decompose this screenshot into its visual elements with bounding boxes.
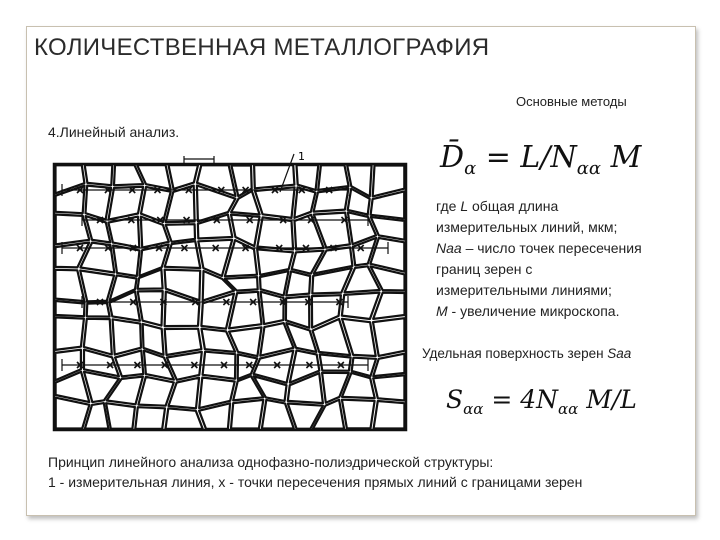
grain [84, 372, 119, 402]
formula-legend: где L общая длина измерительных линий, мкм; Nаа – число точек пересечения границ зерен с измерительными линиями; M - увеличение микроскопа. [436, 198, 642, 319]
grain [373, 375, 404, 400]
grain [108, 217, 139, 248]
grain [255, 187, 295, 218]
grain [292, 251, 324, 274]
grain [137, 165, 170, 189]
grain [56, 215, 90, 245]
grain [56, 301, 85, 316]
grain [138, 377, 173, 406]
grain [165, 292, 200, 327]
grain [288, 373, 323, 403]
mean-grain-size-formula: $D̄_\alpha = L/N_{\alpha\alpha}$ M [440, 140, 642, 179]
grain [165, 329, 202, 355]
grain [113, 319, 141, 354]
grain [373, 318, 404, 356]
grain [56, 398, 90, 429]
grain [56, 243, 90, 268]
slide-subtitle: Основные методы [516, 94, 627, 109]
grain [320, 354, 351, 370]
grain [197, 186, 236, 222]
grain [342, 400, 375, 429]
grain [294, 187, 315, 218]
grain [85, 165, 113, 185]
grain [286, 271, 310, 295]
section-heading: 4.Линейный анализ. [48, 124, 180, 140]
microstructure-figure [48, 150, 414, 435]
grain [141, 217, 169, 248]
grain [87, 303, 110, 317]
grain [56, 317, 84, 350]
figure-caption: Принцип линейного анализа однофазно-полиэдрической структуры: 1 - измерительная линия, x - точки пересечения прямых линий с границами зерен [48, 454, 583, 490]
grain [374, 401, 405, 429]
grain [314, 213, 350, 248]
specific-surface-label: Удельная поверхность зерен Sаа [422, 346, 632, 361]
grain [373, 354, 404, 376]
grain [135, 407, 165, 429]
grain [225, 277, 258, 291]
grain [80, 271, 114, 302]
grain [110, 291, 140, 320]
grain [290, 350, 320, 382]
grain [138, 291, 163, 326]
grain [348, 189, 370, 215]
grain-boundaries [55, 165, 404, 429]
grain [106, 403, 135, 429]
grain [165, 270, 201, 301]
grain [318, 165, 348, 190]
grain [297, 165, 319, 190]
grain [166, 224, 195, 242]
slide-title: КОЛИЧЕСТВЕННАЯ МЕТАЛЛОГРАФИЯ [34, 34, 490, 61]
grain [261, 292, 284, 324]
grain [84, 319, 112, 355]
grain [109, 187, 144, 220]
grain [257, 217, 293, 249]
grain [342, 319, 376, 356]
grain [166, 408, 203, 429]
figure-label-1: 1 [298, 150, 305, 163]
specific-surface-formula: $S_{\alpha\alpha} = 4N_{\alpha\alpha}$ M/L [446, 385, 637, 418]
grain [231, 400, 263, 429]
